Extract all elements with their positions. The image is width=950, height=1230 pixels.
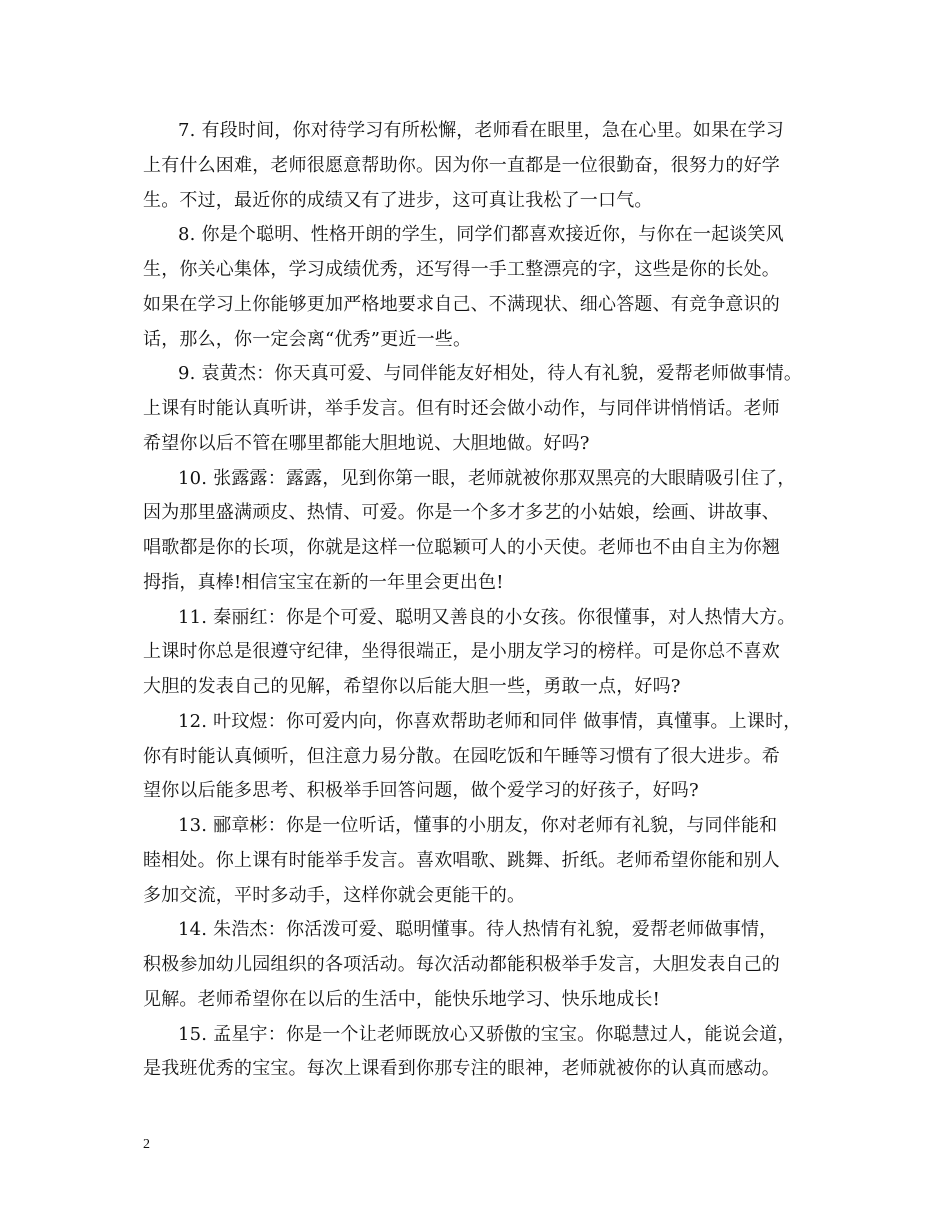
text-line: 睦相处。你上课有时能举手发言。喜欢唱歌、跳舞、折纸。老师希望你能和别人 [143, 849, 780, 871]
text-line: 拇指，真棒!相信宝宝在新的一年里会更出色! [143, 571, 504, 593]
text-line: 大胆的发表自己的见解，希望你以后能大胆一些，勇敢一点，好吗? [143, 676, 681, 697]
text-line: 上课时你总是很遵守纪律，坐得很端正，是小朋友学习的榜样。可是你总不喜欢 [143, 641, 780, 663]
page-number: 2 [143, 1137, 150, 1152]
text-line: 7. 有段时间，你对待学习有所松懈，老师看在眼里，急在心里。如果在学习 [178, 120, 784, 141]
paragraph [143, 114, 833, 218]
paragraph [143, 357, 833, 461]
text-line: 10. 张露露：露露，见到你第一眼，老师就被你那双黑亮的大眼睛吸引住了， [178, 467, 796, 489]
text-line: 是我班优秀的宝宝。每次上课看到你那专注的眼神，老师就被你的认真而感动。 [143, 1058, 780, 1080]
text-line: 8. 你是个聪明、性格开朗的学生，同学们都喜欢接近你，与你在一起谈笑风 [178, 224, 784, 246]
text-line: 12. 叶玟煜：你可爱内向，你喜欢帮助老师和同伴 做事情，真懂事。上课时， [178, 710, 802, 732]
text-line: 积极参加幼儿园组织的各项活动。每次活动都能积极举手发言，大胆发表自己的 [143, 954, 780, 975]
text-line: 11. 秦丽红：你是个可爱、聪明又善良的小女孩。你很懂事，对人热情大方。 [178, 606, 796, 628]
text-line: 你有时能认真倾听，但注意力易分散。在园吃饭和午睡等习惯有了很大进步。希 [143, 745, 780, 767]
text-line: 望你以后能多思考、积极举手回答问题，做个爱学习的好孩子，好吗? [143, 780, 699, 802]
text-line: 上课有时能认真听讲，举手发言。但有时还会做小动作，与同伴讲悄悄话。老师 [143, 398, 780, 419]
paragraph [143, 913, 833, 1017]
document-body [143, 114, 833, 1087]
paragraph [143, 705, 833, 809]
paragraph [143, 218, 833, 357]
text-line: 见解。老师希望你在以后的生活中，能快乐地学习、快乐地成长! [143, 988, 661, 1010]
text-line: 话，那么，你一定会离“优秀”更近一些。 [143, 328, 472, 350]
text-line: 上有什么困难，老师很愿意帮助你。因为你一直都是一位很勤奋，很努力的好学 [143, 154, 780, 176]
text-line: 15. 孟星宇：你是一个让老师既放心又骄傲的宝宝。你聪慧过人，能说会道， [178, 1023, 796, 1045]
text-line: 如果在学习上你能够更加严格地要求自己、不满现状、细心答题、有竞争意识的 [143, 293, 780, 315]
paragraph [143, 462, 833, 601]
text-line: 14. 朱浩杰：你活泼可爱、聪明懂事。待人热情有礼貌，爱帮老师做事情， [178, 919, 778, 941]
text-line: 唱歌都是你的长项，你就是这样一位聪颖可人的小天使。老师也不由自主为你翘 [143, 537, 780, 558]
text-line: 生，你关心集体，学习成绩优秀，还写得一手工整漂亮的字，这些是你的长处。 [143, 259, 780, 280]
text-line: 因为那里盛满顽皮、热情、可爱。你是一个多才多艺的小姑娘，绘画、讲故事、 [143, 502, 780, 524]
paragraph [143, 1018, 833, 1088]
text-line: 多加交流，平时多动手，这样你就会更能干的。 [143, 884, 526, 906]
paragraph [143, 809, 833, 913]
text-line: 9. 袁黄杰：你天真可爱、与同伴能友好相处，待人有礼貌，爱帮老师做事情。 [178, 363, 803, 385]
text-line: 生。不过，最近你的成绩又有了进步，这可真让我松了一口气。 [143, 189, 653, 211]
paragraph [143, 601, 833, 705]
text-line: 希望你以后不管在哪里都能大胆地说、大胆地做。好吗? [143, 432, 590, 454]
text-line: 13. 郦章彬：你是一位听话，懂事的小朋友，你对老师有礼貌，与同伴能和 [178, 815, 778, 836]
